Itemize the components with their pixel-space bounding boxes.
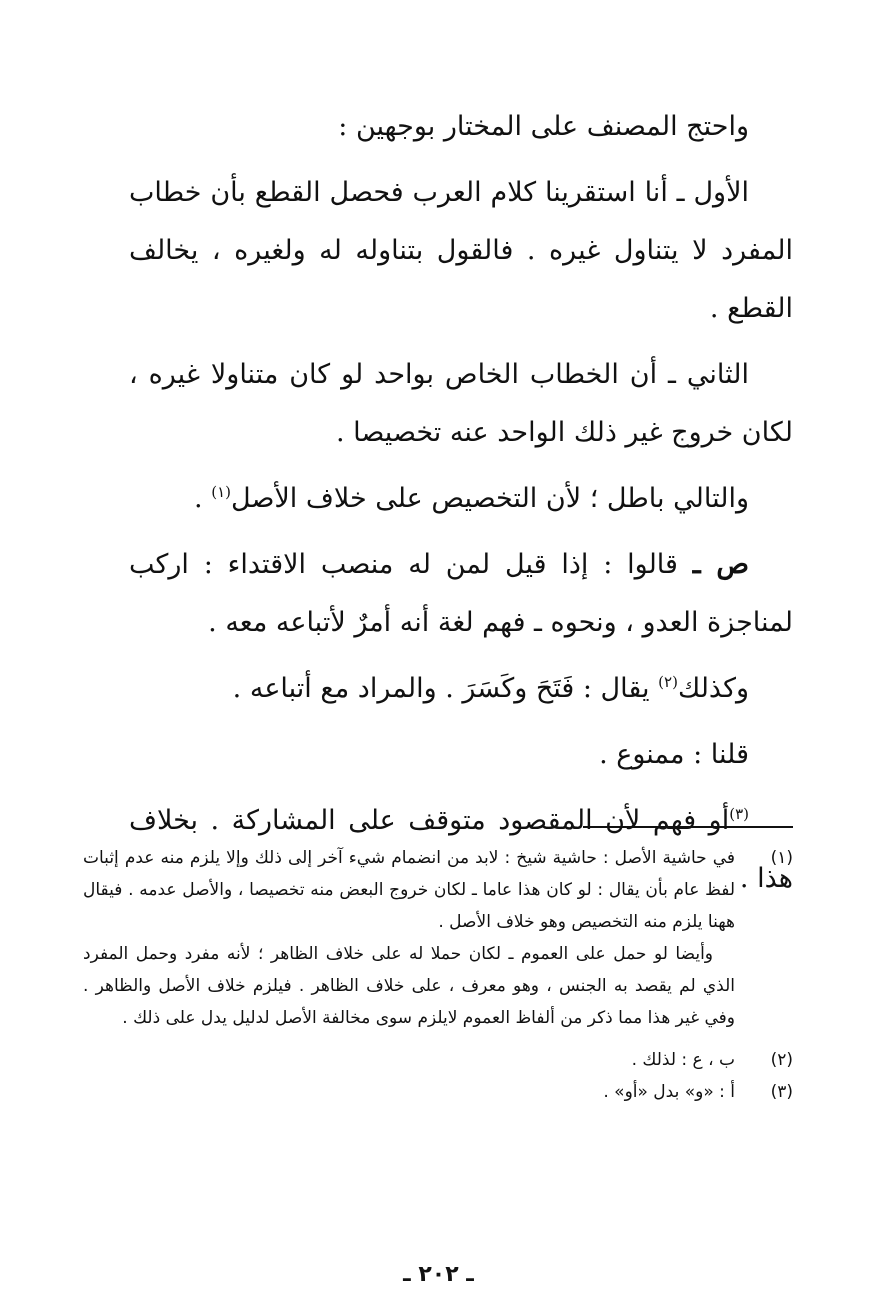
paragraph-1: واحتج المصنف على المختار بوجهين : bbox=[338, 111, 749, 142]
paragraph-5-text: قالوا : إذا قيل لمن له منصب الاقتداء : اركب لمناجزة العدو ، ونحوه ـ فهم لغة أنه أمرٌ لأتباعه معه . bbox=[129, 549, 793, 638]
main-text bbox=[129, 98, 793, 916]
paragraph-8-text: أو فهم لأن المقصود متوقف على المشاركة . بخلاف هذا . bbox=[129, 805, 793, 894]
footnote bbox=[83, 842, 793, 1034]
footnote-body bbox=[83, 1044, 735, 1076]
footnote-paragraph: وأيضا لو حمل على العموم ـ لكان حملا له على خلاف الظاهر ؛ لأنه مفرد وحمل المفرد الذي لم يقصد به الجنس ، وهو معرف ، على خلاف الظاهر . فيلزم خلاف الأصل والظاهر . وفي غير هذا مما ذكر من ألفاظ العموم لايلزم سوى مخالفة الأصل لدليل يدل على ذلك . bbox=[83, 944, 735, 1028]
section-marker: ص ـ bbox=[692, 549, 750, 580]
footnote-ref-1: (١) bbox=[211, 483, 231, 501]
footnote-ref-3: (٣) bbox=[729, 805, 749, 823]
footnote-paragraph: ب ، ع : لذلك . bbox=[631, 1050, 735, 1070]
paragraph-6-text-2: يقال : فَتَحَ وكَسَرَ . والمراد مع أتباعه . bbox=[232, 673, 659, 704]
footnote-paragraph: أ : «و» بدل «أو» . bbox=[603, 1082, 735, 1102]
paragraph-5 bbox=[129, 536, 793, 652]
footnote bbox=[83, 1076, 793, 1108]
footnotes bbox=[83, 842, 793, 1118]
footnote-number: (٢) bbox=[770, 1050, 793, 1070]
paragraph-7: قلنا : ممنوع . bbox=[599, 739, 749, 770]
footnote-body bbox=[83, 1076, 735, 1108]
paragraph-4-text: والتالي باطل ؛ لأن التخصيص على خلاف الأصل bbox=[231, 483, 749, 514]
paragraph-6 bbox=[129, 660, 793, 718]
paragraph-6-text-1: وكذلك bbox=[677, 673, 749, 704]
footnote-body bbox=[83, 842, 735, 1034]
page-number: ـ ٢٠٢ ـ bbox=[403, 1262, 474, 1287]
footnote-number: (٣) bbox=[770, 1082, 793, 1102]
footnote-paragraph: في حاشية الأصل : حاشية شيخ : لابد من انضمام شيء آخر إلى ذلك وإلا يلزم منه عدم إثبات لفظ عام بأن يقال : لو كان هذا عاما ـ لكان خروج البعض منه تخصيصا ، والأصل عدمه . فيقال ههنا يلزم منه التخصيص وهو خلاف الأصل . bbox=[83, 848, 735, 932]
footnote-ref-2: (٢) bbox=[658, 673, 678, 691]
paragraph-3: الثاني ـ أن الخطاب الخاص بواحد لو كان متناولا غيره ، لكان خروج غير ذلك الواحد عنه تخصيصا . bbox=[129, 359, 793, 448]
paragraph-2: الأول ـ أنا استقرينا كلام العرب فحصل القطع بأن خطاب المفرد لا يتناول غيره . فالقول بتناوله له ولغيره ، يخالف القطع . bbox=[129, 177, 793, 324]
footnote-number: (١) bbox=[770, 848, 793, 868]
footnote-separator bbox=[583, 826, 793, 828]
paragraph-4-end: . bbox=[194, 483, 212, 514]
paragraph-4 bbox=[129, 470, 793, 528]
footnote bbox=[83, 1044, 793, 1076]
